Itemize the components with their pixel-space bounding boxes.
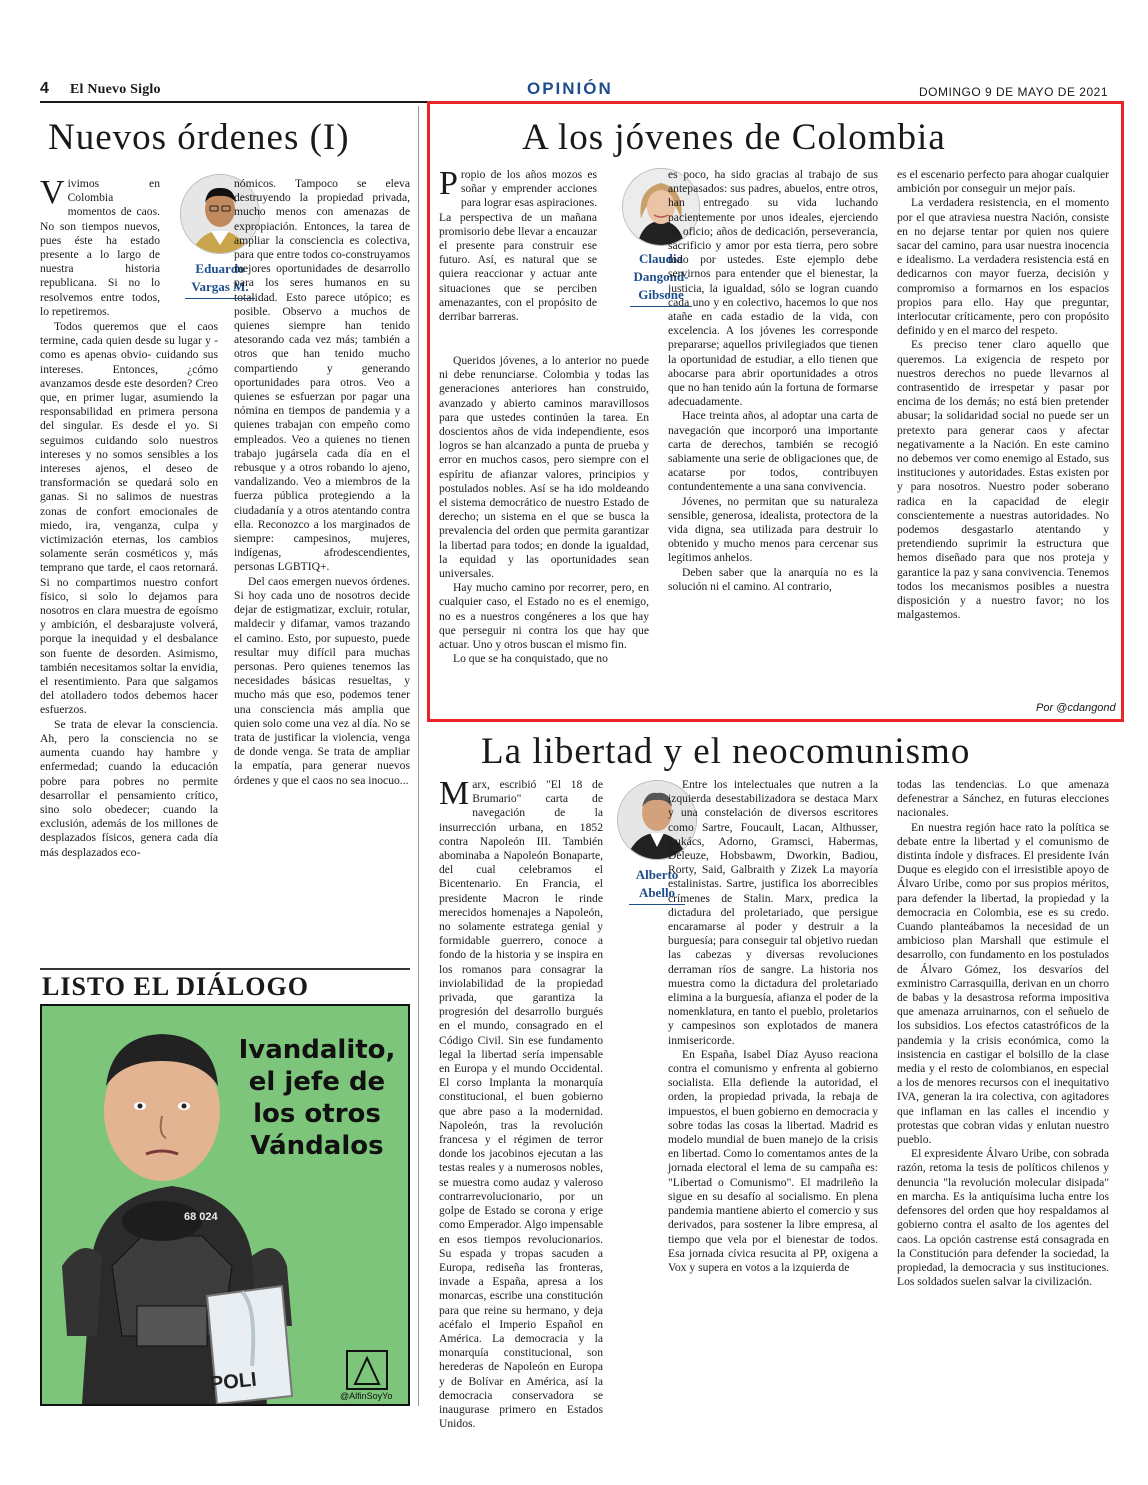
- paragraph: Se trata de elevar la consciencia. Ah, pero la consciencia no se aumenta cuando hay hambre y enfermedad; cuando la educación pobre para pobres no permite desarrollar el pensamiento crítico, sino solo obedecer; cuando la exclusión, además de los millones de desplazados físicos, genera cada día más desplazados eco-: [40, 717, 218, 859]
- paragraph: Jóvenes, no permitan que su naturaleza sensible, generosa, idealista, protectora de la vida digna, sea utilizada para destruir lo obtenido y mucho menos para cercenar sus legítimos anhelos.: [668, 494, 878, 565]
- drop-cap: M: [439, 775, 470, 812]
- paragraph: ivimos en Colombia momentos de caos. No son tiempos nuevos, pues éste ha estado presente a lo largo de nuestra historia republicana. Si no lo resolvemos entre todos, lo repetiremos.: [40, 177, 160, 318]
- paragraph: Hace treinta años, al adoptar una carta de navegación que incorporó una importante carta de derechos, también se recogió sabiamente una serie de obligaciones que, de acatarse por todos, contribuyen contundentemente a una sana convivencia.: [668, 409, 878, 494]
- paragraph: En España, Isabel Díaz Ayuso reaciona contra el comunismo y enfrenta al gobierno socialista. Ella defiende la autoridad, el orden, la propiedad privada, la rebaja de impuestos, el buen gobierno en democracia y sobre todas las cosas la libertad. Madrid es modelo mundial de buen manejo de la crisis en libertad. Como lo comentamos antes de la jornada electoral el lema de su campaña es: "Libertad o Comunismo". El madrileño la sigue en su desafío al socialismo. En plena pandemia mantiene abierto el comercio y sus derivados, para sostener la libre empresa, al tiempo que vela por el bienestar de todos. Esa jornada cívica resucita al PP, oxigena a Vox y supera en votos a la izquierda de: [668, 1047, 878, 1274]
- drop-cap: V: [40, 174, 65, 211]
- article-col-1a: [40, 174, 160, 319]
- paragraph: El expresidente Álvaro Uribe, con sobrada razón, retoma la tesis de políticos chilenos y denuncia "la revolución molecular disipada" en marcha. Es la antiquísima lucha entre los defensores del orden que hoy respaldamos al gobierno contra el asalto de los agentes del caos. La opción castrense está consagrada en la Constitución para defender la sociedad, la propiedad, la democracia y sus instituciones. Los soldados suelen salvar la civilización.: [897, 1147, 1109, 1289]
- paragraph: nómicos. Tampoco se eleva destruyendo la propiedad privada, mucho menos con amenazas de expropiación. Entonces, la tarea de ampliar la consciencia es colectiva, para que entre todos co-construyamos mejores oportunidades de desarrollo para los seres humanos en su totalidad. Esto parece utópico; es posible. Observo a muchos de quienes siempre han tenido atesorando cada vez más; también a otros que han tenido mucho compartiendo y generando oportunidades para otros. Veo a quienes se esfuerzan por pagar una nómina en tiempos de pandemia y a quienes trabajan con empeño como empleados. Veo a quienes no tienen trabajo jugársela cada día en el rebusque y a otros robando lo ajeno, vandalizando. Veo a miembros de la fuerza pública protegiendo a la ciudadanía y a otros atentando contra ella. Reconozco a los marginados de siempre: campesinos, mujeres, indígenas, afrodescendientes, personas LGBTIQ+.: [234, 177, 410, 574]
- article-col-2: [668, 168, 878, 594]
- article-col-3: [897, 168, 1109, 623]
- author-line: Dangond-: [633, 269, 689, 284]
- author-handle: Por @cdangond: [1036, 702, 1116, 714]
- caption-line: el jefe de: [248, 1067, 386, 1097]
- author-last-name: Vargas M.: [191, 279, 249, 294]
- article-title: A los jóvenes de Colombia: [522, 117, 946, 158]
- paragraph: En nuestra región hace rato la política se debate entre la libertad y el comunismo de distinta índole y disfraces. El presidente Iván Duque es elegido con el irresistible apoyo de Álvaro Uribe, como por sus propios méritos, para defender la libertad, la propiedad y la democracia en Colombia, ese es su credo. Cuando planteábamos la necesidad de un ambicioso plan Marshall que estimule el desarrollo, con fundamento en los postulados de Álvaro Gómez, los desvaríos del exministro Carrasquilla, derivan en un chorro de babas y la desastrosa reforma impositiva que amenaza arruinarnos, con el señuelo de los subsidios. Los efectos catastróficos de la pandemia y la crisis económica, como la insistencia en castigar el bolsillo de la clase media y el resto de colombianos, en especial a los de menores recursos con el inequitativo IVA, generan la ira colectiva, con agitadores que inflaman en las calles el incendio y protestas que cobran vidas y enlutan nuestro pueblo.: [897, 820, 1109, 1147]
- paragraph: Queridos jóvenes, a lo anterior no puede ni debe renunciarse. Colombia y todas las generaciones anteriores han construido, avanzado y abierto caminos maravillosos para que ustedes continúen la tarea. En doscientos años de vida independiente, esos logros se han alcanzado a punta de prueba y error en muchos casos, pero siempre con el espíritu de afianzar valores, principios y postulados nobles. Así se ha ido moldeando el sistema democrático de nuestro Estado de derecho; un sistema en el que se busca la prevalencia del orden que permita garantizar la libertad para todos; en donde la igualdad, la equidad y las oportunidades sean universales.: [439, 354, 649, 581]
- article-col-1b: [439, 354, 649, 666]
- author-last-name: Abello: [638, 885, 676, 900]
- paragraph: Entre los intelectuales que nutren a la izquierda desestabilizadora se destaca Marx y una constelación de diversos escritores como Sartre, Foucault, Lacan, Althusser, Lukács, Adorno, Gramsci, Habermas, Deleuze, Hobsbawm, Dworkin, Badiou, Rorty, Said, Galbraith y Zizek La mayoría estalinistas. Sartre, justifica los aborrecibles crímenes de Stalin. Marx, predica la dictadura del proletariado, que persigue encaramarse al poder y destruir a la burguesía; para conseguir tal objetivo ruedan las cabezas y diversas revoluciones derraman ríos de sangre. La historia nos muestra como la dictadura del proletariado elimina a la burguesía, afianza el poder de la nomenklatura, en tanto el pueblo, proletarios y campesinos son explotados de manera inmisericorde.: [668, 778, 878, 1047]
- author-line: Gibsone: [638, 287, 684, 302]
- article-col-2: [668, 778, 878, 1275]
- drop-cap: P: [439, 165, 458, 202]
- article-col-1b: [40, 320, 218, 860]
- article-col-3: [897, 778, 1109, 1289]
- caption-line: los otros: [253, 1099, 381, 1129]
- paragraph: ropio de los años mozos es soñar y emprender acciones para lograr esas aspiraciones. La perspectiva de un mañana promisorio debe llevar a encauzar el presente para construir ese futuro. Así, es natural que se quiera reaccionar y actuar ante situaciones que se perciben amenazantes, con el propósito de derribar barreras.: [439, 168, 597, 324]
- page-number: 4: [40, 80, 49, 97]
- paragraph: es poco, ha sido gracias al trabajo de sus antepasados: sus padres, abuelos, entre otros, han entregado su vida luchando pacientemente por unos ideales, ejerciendo un oficio; años de dedicación, perseverancia, sacrificio y amor por esta tierra, pero sobre todo por ustedes. Este ejemplo debe servirnos para entender que el bienestar, la justicia, la igualdad, sólo se logran cuando cada uno y en colectivo, hacemos lo que nos atañe en cada estadio de la vida, con excelencia. A los jóvenes les corresponde prepararse; aquellos privilegiados que tienen la oportunidad de estudiar, a ello tienen que abocarse para abrir oportunidades a otros que no han tenido aún la fortuna de formarse adecuadamente.: [668, 168, 878, 409]
- paragraph: es el escenario perfecto para ahogar cualquier ambición por conseguir un mejor país.: [897, 168, 1109, 196]
- newspaper-name: El Nuevo Siglo: [70, 82, 161, 97]
- article-col-1a: [439, 165, 597, 324]
- column-divider: [418, 106, 419, 1406]
- paragraph: Hay mucho camino por recorrer, pero, en cualquier caso, el Estado no es el enemigo, no es a nuestros congéneres a los que hay que perseguir ni contra los que hay que actuar. Uno y otros buscan el mismo fin.: [439, 581, 649, 652]
- section-title: OPINIÓN: [527, 79, 613, 98]
- issue-date: DOMINGO 9 DE MAYO DE 2021: [919, 85, 1108, 99]
- paragraph: La verdadera resistencia, en el momento por el que atraviesa nuestra Nación, consiste en no dejarse tentar por quien nos quiere sacar del camino, para usar nuestra inocencia e idealismo. La verdadera resistencia está en dedicarnos con mayor fuerza, decisión y compromiso a formarnos en los espacios propios para ello. Hay que preguntar, interlocutar críticamente, pero con propósito definido y en el marco del respeto.: [897, 196, 1109, 338]
- cartoon-title: LISTO EL DIÁLOGO: [42, 972, 309, 1001]
- author-line: Claudia: [638, 251, 684, 266]
- paragraph: todas las tendencias. Lo que amenaza defenestrar a Sánchez, en futuras elecciones nacionales.: [897, 778, 1109, 820]
- caption-line: Ivandalito,: [238, 1035, 396, 1065]
- helmet-number: 68 024: [184, 1211, 218, 1223]
- article-col-2: [234, 177, 410, 788]
- article-title: La libertad y el neocomunismo: [481, 731, 971, 772]
- author-first-name: Alberto: [635, 867, 679, 882]
- paragraph: arx, escribió "El 18 de Brumario" carta de navegación de la insurrección urbana, en 1852 contra Napoleón III. También abominaba a Napoleón Bonaparte, del cual celebramos el Bicentenario. En Francia, el presidente Macron le rinde merecidos homenajes a Napoleón, no solamente estratega genial y formidable guerrero, conoce a fondo de la historia y se inspira en los romanos para consagrar la inviolabilidad de la propiedad privada, que garantiza la progresión del desarrollo burgués en el mundo, consagrado en el Código Civil. Sin ese fundamento legal la libertad sería impensable en Europa y el mundo Occidental. El corso Implanta la monarquía constitucional, el buen gobierno que abre paso a la modernidad. Napoleón, tras la revolución francesa y el régimen de terror donde los jacobinos ejecutan a las testas reales y a numerosos nobles, se muestra como audaz y valeroso contrarrevolucionario, por un golpe de Estado se corona y erige como Emperador. Algo impensable en esos tiempos revolucionarios. Su espada y tropas sacuden a Europa, rediseña las fronteras, invade a España, apresa a los monarcas, escribe una constitución para que reine su hermano, y deja acéfalo el Imperio Español en América. La democracia y la monarquía constitucional, son herederas de Napoleón en Europa y de Bolívar en América, así la democracia conservadora se inaugurase primero en Estados Unidos.: [439, 778, 603, 1431]
- shield-label: POLI: [208, 1368, 258, 1396]
- author-first-name: Eduardo: [195, 261, 245, 276]
- article-col-1a: [439, 775, 603, 1431]
- paragraph: Deben saber que la anarquía no es la solución ni el camino. Al contrario,: [668, 565, 878, 593]
- cartoon-image: [40, 1004, 410, 1406]
- paragraph: Del caos emergen nuevos órdenes. Si hoy cada uno de nosotros decide dejar de estigmatizar, excluir, rotular, maldecir y difamar, vamos trazando el camino. Esto, por supuesto, puede resultar muy difícil para muchas personas. Pero quienes tenemos las necesidades básicas resueltas, y mucho más que eso, podemos tener una consciencia más amplia que quien solo come una vez al día. No se trata de justificar la violencia, venga de donde venga. Se trata de ampliar la empatía, para generar nuevos órdenes y que el caos no sea inocuo...: [234, 574, 410, 787]
- cartoon-credit: @AlfinSoyYo: [340, 1391, 393, 1401]
- caption-line: Vándalos: [250, 1131, 384, 1161]
- article-title: Nuevos órdenes (I): [48, 117, 350, 158]
- cartoon-caption: [232, 1034, 402, 1162]
- paragraph: Todos queremos que el caos termine, cada quien desde su lugar y -como es apenas obvio- cuidando sus intereses. Entonces, ¿cómo avanzamos desde este desorden? Creo que, en primer lugar, asumiendo la responsabilidad en primera persona del singular. Es desde el yo. Si seguimos cuidando solo nuestros intereses y no somos sensibles a los intereses ajenos, el deseo de transformación se quedará solo en ganas. Si no salimos de nuestras zonas de confort emocionales de miedo, ira, venganza, culpa y victimización eternas, los cambios solamente serán cosméticos y, más temprano que tarde, el caos retornará. Si no compartimos nuestro confort físico, si solo lo dejamos para nosotros en clara muestra de egoísmo y ambición, el desbarajuste volverá, porque la inequidad y el desbalance son fuente de desorden. Asimismo, también necesitamos soltar la envidia, el resentimiento. Para que salgamos del atolladero todos debemos hacer esfuerzos.: [40, 320, 218, 717]
- paragraph: Lo que se ha conquistado, que no: [453, 652, 608, 666]
- cartoon-rule: [40, 968, 410, 970]
- paragraph: Es preciso tener claro aquello que queremos. La exigencia de respeto por nuestros derechos no puede llevarnos al contrasentido de irrespetar y pasar por encima de los demás; no está bien pretender abusar; la solidaridad social no puede ser un pretexto para generar caos y afectar negativamente a la Nación. En este camino no debemos ver como enemigo al Estado, sus instituciones y autoridades. Estas existen por y para nosotros. Nuestro poder soberano radica en la capacidad de elegir conscientemente a nuestras autoridades. No podemos desgastarlo atentando y pretendiendo suprimir la estructura que hemos diseñado para que nos proteja y garantice la paz y sana convivencia. Tenemos todos los mecanismos posibles a nuestra disposición y a nuestro favor; no los malgastemos.: [897, 338, 1109, 622]
